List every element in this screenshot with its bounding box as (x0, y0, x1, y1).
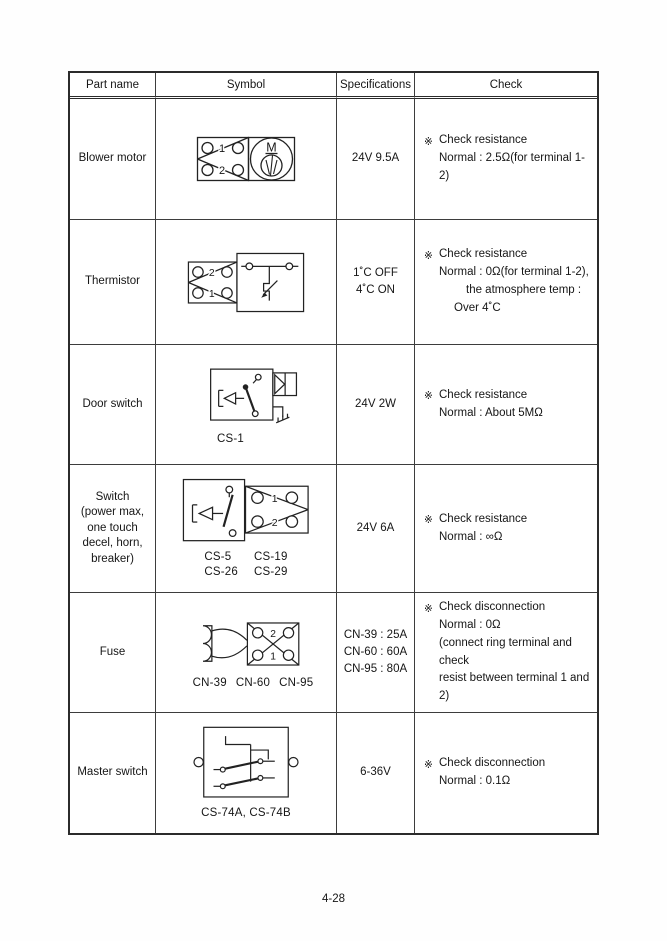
part-name-line: decel, horn, (82, 537, 143, 550)
header-check: Check (415, 73, 597, 99)
part-name: Thermistor (85, 275, 140, 288)
check-line: Check disconnection (439, 757, 546, 770)
terminal-2-label: 2 (208, 267, 215, 279)
part-name: Master switch (77, 766, 148, 779)
part-name-cell (70, 99, 156, 220)
reference-mark: ※ (424, 602, 433, 615)
spec-value: 1˚C OFF (353, 266, 398, 279)
fuse-symbol (189, 615, 303, 673)
symbol-captions (193, 676, 314, 690)
part-name-line: (power max, (80, 506, 145, 519)
spec-value: CN-95 : 80A (343, 663, 408, 676)
reference-mark: ※ (424, 249, 433, 262)
motor-label: M (266, 140, 277, 155)
terminal-1-label: 1 (208, 288, 215, 300)
symbol-cell (156, 593, 337, 713)
check-line: resist between terminal 1 and 2) (439, 672, 590, 703)
spec-value: 24V 2W (355, 397, 396, 410)
check-cell (415, 99, 597, 220)
check-line: Normal : 0Ω (439, 618, 501, 631)
part-name: Fuse (99, 645, 126, 658)
symbol-cell (156, 465, 337, 593)
header-part-name: Part name (70, 73, 156, 99)
symbol-caption: CS-29 (254, 566, 288, 578)
symbol-caption: CS-5 (204, 550, 232, 563)
check-cell (415, 465, 597, 593)
part-name-line: one touch (87, 521, 138, 534)
switch-symbol (182, 478, 310, 547)
symbol-cell (156, 99, 337, 220)
check-cell (415, 345, 597, 465)
door-switch-symbol (193, 363, 299, 429)
terminal-1-label: 1 (218, 143, 226, 155)
check-line: Check resistance (439, 134, 528, 147)
part-name: Switch (95, 490, 130, 503)
symbol-caption: CS-19 (254, 550, 288, 563)
check-line: Check resistance (439, 512, 528, 525)
check-line: Over 4˚C (454, 301, 501, 314)
part-name-cell (70, 713, 156, 833)
reference-mark: ※ (424, 514, 433, 527)
thermistor-symbol (187, 252, 305, 313)
specifications-cell (337, 220, 415, 345)
part-name-cell (70, 593, 156, 713)
check-line: Normal : 0Ω(for terminal 1-2), (439, 266, 589, 279)
reference-mark: ※ (424, 758, 433, 771)
spec-value: CN-39 : 25A (343, 628, 408, 641)
symbol-caption: CS-1 (217, 432, 245, 445)
terminal-1-label: 1 (270, 651, 276, 663)
specifications-cell (337, 345, 415, 465)
symbol-caption: CN-60 (235, 676, 271, 689)
symbol-cell (156, 713, 337, 833)
part-name-line: breaker) (91, 552, 134, 565)
part-name: Door switch (82, 397, 143, 410)
check-line: Check resistance (439, 248, 528, 261)
part-name-cell (70, 345, 156, 465)
check-line: Normal : About 5MΩ (439, 406, 543, 419)
spec-value: CN-60 : 60A (343, 645, 408, 658)
symbol-caption: CS-26 (204, 566, 238, 578)
check-cell (415, 220, 597, 345)
check-line: Check resistance (439, 388, 528, 401)
spec-value: 24V 9.5A (351, 152, 400, 165)
master-switch-symbol (190, 725, 302, 803)
check-line: Normal : 2.5Ω(for terminal 1-2) (439, 152, 585, 182)
spec-value: 24V 6A (356, 521, 395, 534)
header-specifications: Specifications (337, 73, 415, 99)
blower-motor-symbol (196, 132, 296, 186)
symbol-cell (156, 220, 337, 345)
reference-mark: ※ (424, 135, 433, 148)
check-line: Normal : 0.1Ω (439, 775, 511, 787)
check-cell (415, 593, 597, 713)
terminal-2-label: 2 (270, 628, 276, 640)
symbol-cell (156, 345, 337, 465)
symbol-captions (204, 550, 287, 580)
part-name-cell (70, 465, 156, 593)
reference-mark: ※ (424, 390, 433, 403)
spec-value: 4˚C ON (356, 284, 395, 296)
specifications-cell (337, 593, 415, 713)
check-line: Normal : ∞Ω (439, 530, 503, 543)
part-name: Blower motor (78, 152, 147, 165)
check-cell (415, 713, 597, 833)
spec-value: 6-36V (360, 766, 391, 779)
specifications-cell (337, 713, 415, 833)
specifications-cell (337, 99, 415, 220)
symbol-caption: CS-74A, CS-74B (201, 807, 291, 820)
symbol-caption: CN-95 (279, 676, 314, 689)
terminal-2-label: 2 (218, 165, 226, 177)
check-line: (connect ring terminal and check (439, 636, 572, 667)
check-line: Check disconnection (439, 601, 546, 614)
specifications-cell (337, 465, 415, 593)
part-name-cell (70, 220, 156, 345)
terminal-1-label: 1 (271, 492, 278, 505)
header-symbol: Symbol (156, 73, 337, 99)
check-line: the atmosphere temp : (466, 284, 582, 296)
page-number: 4-28 (321, 893, 346, 905)
parts-check-table (68, 71, 599, 835)
terminal-2-label: 2 (271, 516, 278, 529)
symbol-caption: CN-39 (192, 676, 227, 689)
